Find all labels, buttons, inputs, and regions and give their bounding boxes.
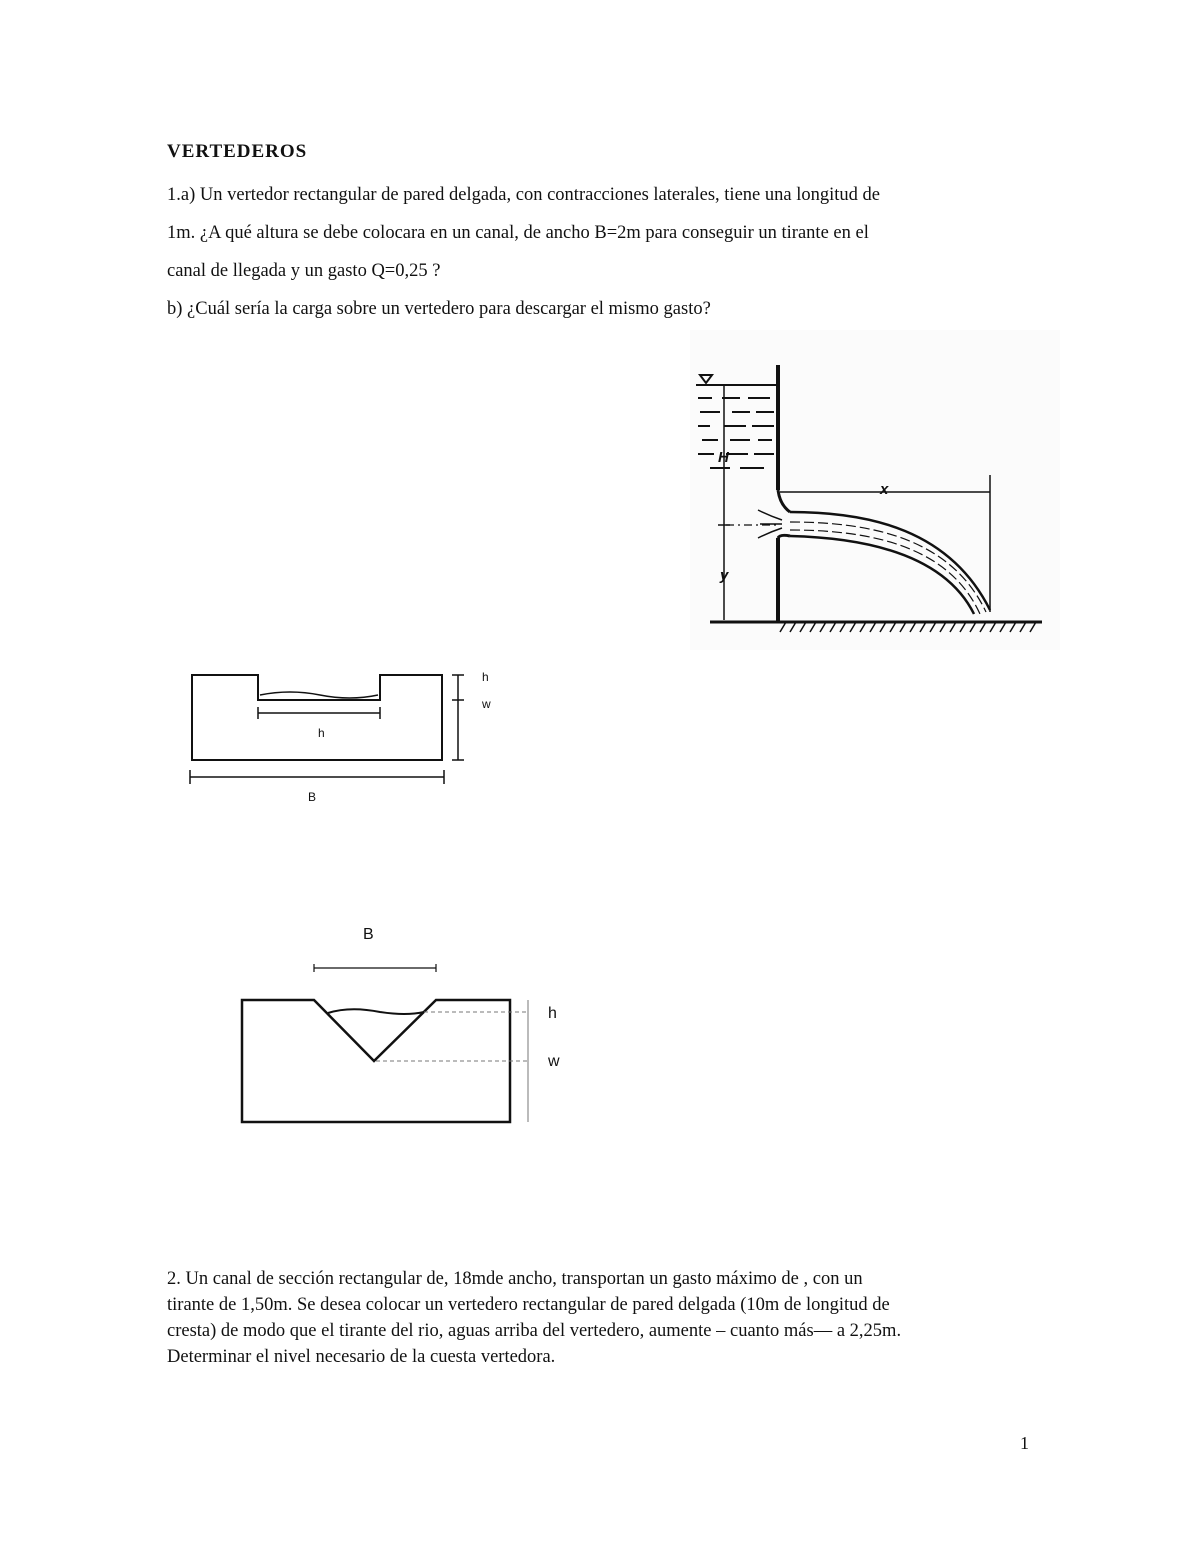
label-B-triangular: B xyxy=(363,926,374,943)
label-h-triangular: h xyxy=(548,1005,557,1022)
label-w-triangular: w xyxy=(548,1053,560,1070)
problem-1-paragraph xyxy=(167,176,1047,328)
problem-2-paragraph xyxy=(167,1266,1047,1370)
problem-2-line: cresta) de modo que el tirante del rio, aguas arriba del vertedero, aumente – cuanto más— a 2,25m. xyxy=(167,1321,902,1341)
problem-2-line: Determinar el nivel necesario de la cuesta vertedora. xyxy=(167,1347,556,1367)
problem-2-line: tirante de 1,50m. Se desea colocar un vertedero rectangular de pared delgada (10m de longitud de xyxy=(167,1295,890,1315)
orifice-jet-figure xyxy=(690,330,1060,650)
label-B: B xyxy=(308,790,317,804)
triangular-weir-figure xyxy=(230,918,590,1138)
page-number: 1 xyxy=(1020,1433,1029,1453)
label-h-top: h xyxy=(482,670,489,684)
rectangular-weir-figure xyxy=(180,665,510,805)
problem-1-line: b) ¿Cuál sería la carga sobre un vertedero para descargar el mismo gasto? xyxy=(167,299,711,319)
label-x: x xyxy=(880,481,889,498)
label-h-inner: h xyxy=(318,726,325,740)
problem-1-line: 1m. ¿A qué altura se debe colocara en un canal, de ancho B=2m para conseguir un tirante en el xyxy=(167,223,869,243)
label-w: w xyxy=(482,697,491,711)
problem-2-line: 2. Un canal de sección rectangular de, 18mde ancho, transportan un gasto máximo de , con un xyxy=(167,1269,863,1289)
problem-1-line: canal de llegada y un gasto Q=0,25 ? xyxy=(167,261,441,281)
problem-1-line: 1.a) Un vertedor rectangular de pared delgada, con contracciones laterales, tiene una longitud de xyxy=(167,185,880,205)
label-y: y xyxy=(720,567,729,584)
document-title: VERTEDEROS xyxy=(167,141,308,162)
label-H: H xyxy=(718,449,729,466)
